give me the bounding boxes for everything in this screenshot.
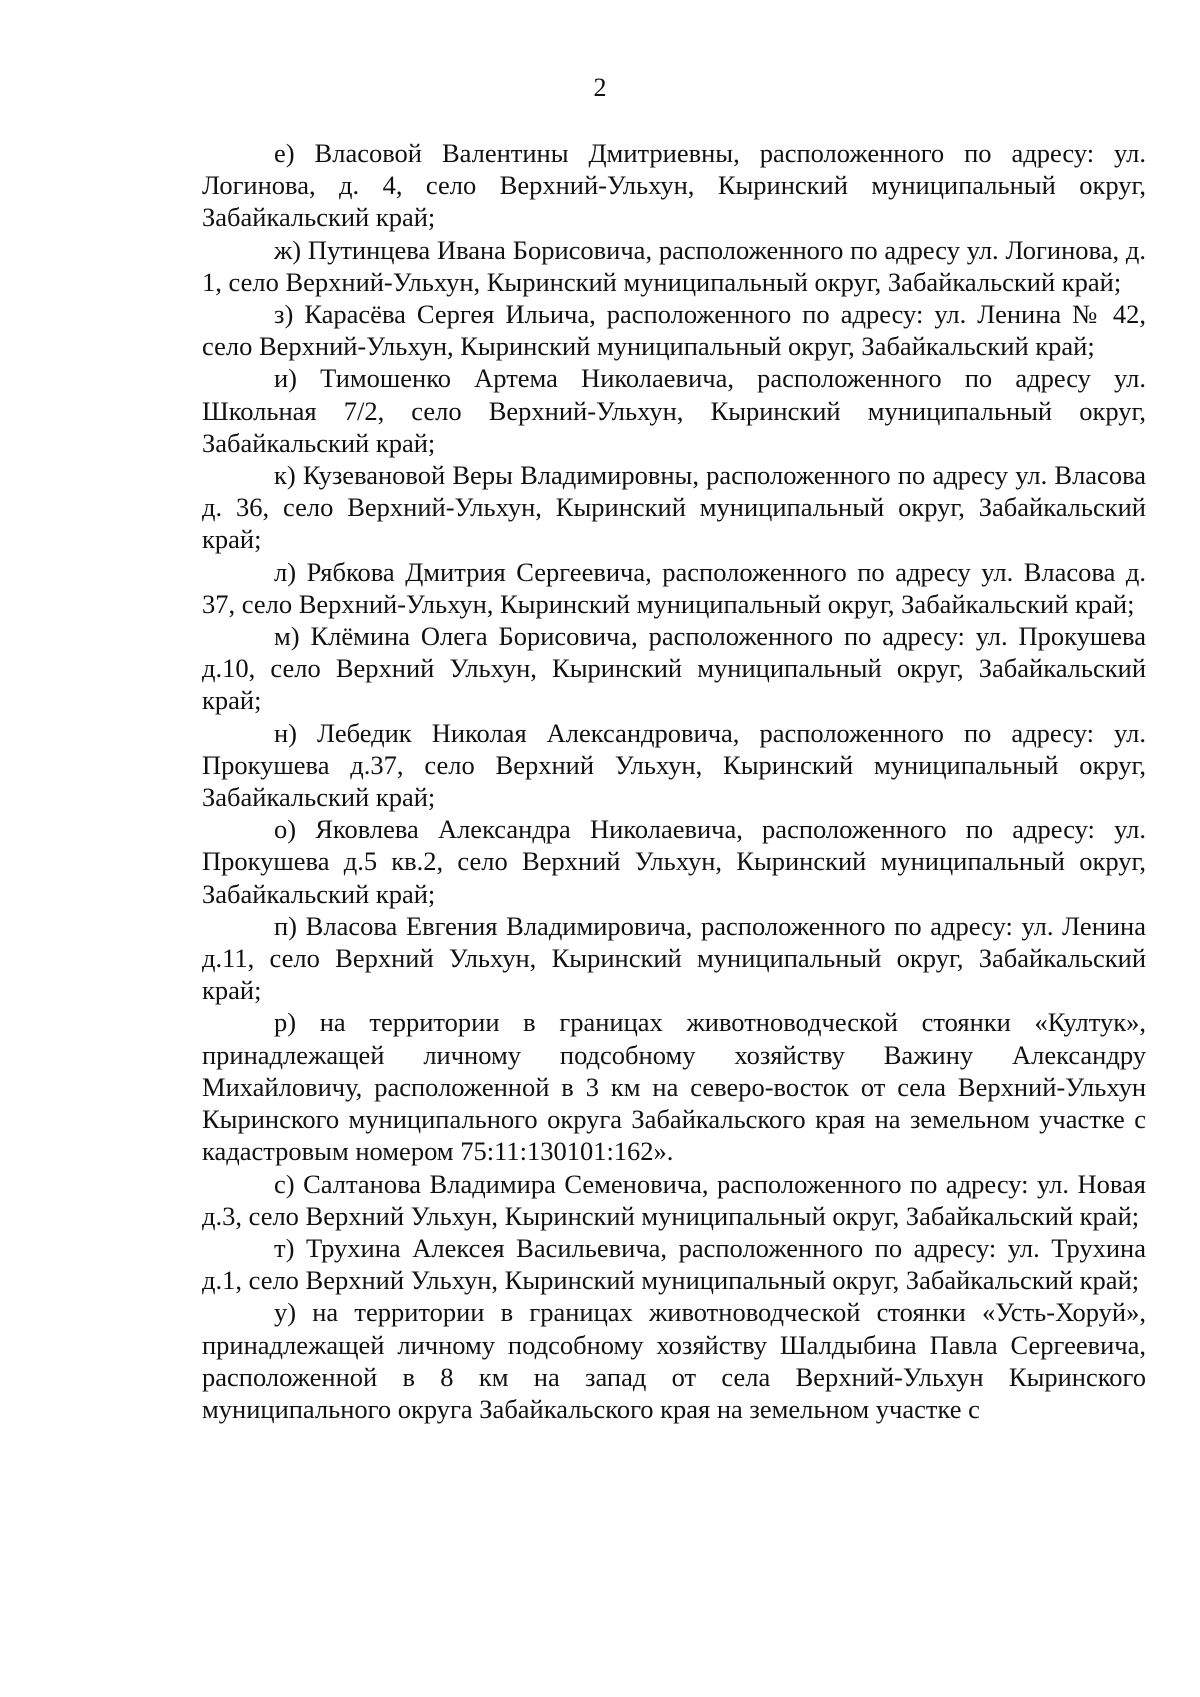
list-item-m: м) Клёмина Олега Борисовича, расположенного по адресу: ул. Прокушева д.10, село Верхний Ульхун, Кыринский муниципальный округ, Забайкальский край; [202,621,1146,716]
list-item-l: л) Рябкова Дмитрия Сергеевича, расположенного по адресу ул. Власова д. 37, село Верхний-Ульхун, Кыринский муниципальный округ, Забайкальский край; [202,556,1146,619]
list-item-s: с) Салтанова Владимира Семеновича, расположенного по адресу: ул. Новая д.3, село Верхний Ульхун, Кыринский муниципальный округ, Забайкальский край; [202,1168,1146,1231]
list-item-z: з) Карасёва Сергея Ильича, расположенного по адресу: ул. Ленина № 42, село Верхний-Ульхун, Кыринский муниципальный округ, Забайкальский край; [202,299,1146,362]
list-item-o: о) Яковлева Александра Николаевича, расположенного по адресу: ул. Прокушева д.5 кв.2, село Верхний Ульхун, Кыринский муниципальный округ, Забайкальский край; [202,814,1146,909]
list-item-u: у) на территории в границах животноводческой стоянки «Усть-Хоруй», принадлежащей личному подсобному хозяйству Шалдыбина Павла Сергеевича, расположенной в 8 км на запад от села Верхний-Ульхун Кыринского муниципального округа Забайкальского края на земельном участке с [202,1297,1146,1424]
list-item-k: к) Кузевановой Веры Владимировны, расположенного по адресу ул. Власова д. 36, село Верхний-Ульхун, Кыринский муниципальный округ, Забайкальский край; [202,460,1146,555]
list-item-t: т) Трухина Алексея Васильевича, расположенного по адресу: ул. Трухина д.1, село Верхний Ульхун, Кыринский муниципальный округ, Забайкальский край; [202,1232,1146,1296]
list-item-n: н) Лебедик Николая Александровича, расположенного по адресу: ул. Прокушева д.37, село Верхний Ульхун, Кыринский муниципальный округ, Забайкальский край; [202,717,1146,813]
list-item-e: е) Власовой Валентины Дмитриевны, расположенного по адресу: ул. Логинова, д. 4, село Верхний-Ульхун, Кыринский муниципальный округ, Забайкальский край; [202,138,1146,233]
list-item-r: р) на территории в границах животноводческой стоянки «Култук», принадлежащей личному подсобному хозяйству Важину Александру Михайловичу, расположенной в 3 км на северо-восток от села Верхний-Ульхун Кыринского муниципального округа Забайкальского края на земельном участке с кадастровым номером 75:11:130101:162». [202,1007,1146,1167]
list-item-zh: ж) Путинцева Ивана Борисовича, расположенного по адресу ул. Логинова, д. 1, село Верхний-Ульхун, Кыринский муниципальный округ, Забайкальский край; [202,234,1146,297]
document-body [202,137,1146,1425]
list-item-i: и) Тимошенко Артема Николаевича, расположенного по адресу ул. Школьная 7/2, село Верхний-Ульхун, Кыринский муниципальный округ, Забайкальский край; [202,363,1146,458]
page-number: 2 [593,73,607,102]
list-item-p: п) Власова Евгения Владимировича, расположенного по адресу: ул. Ленина д.11, село Верхний Ульхун, Кыринский муниципальный округ, Забайкальский край; [202,910,1146,1006]
